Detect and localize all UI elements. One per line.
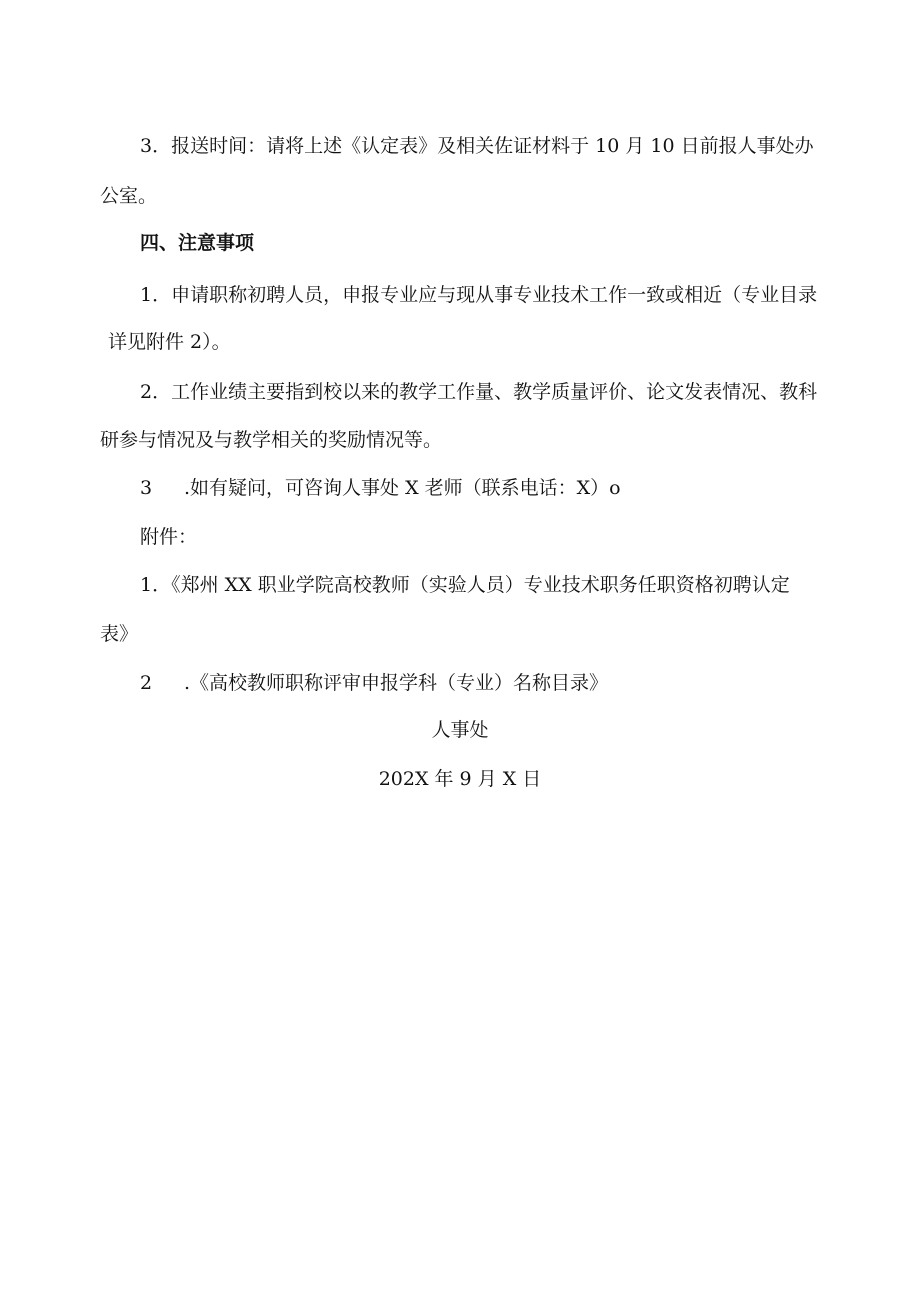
note-1-line-1: 1．申请职称初聘人员，申报专业应与现从事专业技术工作一致或相近（专业目录 — [140, 284, 818, 306]
signature-department: 人事处 — [431, 719, 489, 741]
note-3-text: .如有疑问，可咨询人事处 X 老师（联系电话：X）o — [184, 477, 621, 499]
note-3 — [140, 476, 621, 500]
attachment-1-line-2: 表》 — [100, 623, 139, 645]
attachment-2 — [140, 671, 608, 695]
note-3-number: 3 — [140, 477, 153, 499]
attachment-2-number: 2 — [140, 672, 153, 694]
attachment-1-line-1: 1．《郑州 XX 职业学院高校教师（实验人员）专业技术职务任职资格初聘认定 — [140, 574, 790, 596]
send-time-paragraph-line-1: 3．报送时间：请将上述《认定表》及相关佐证材料于 10 月 10 日前报人事处办 — [140, 135, 814, 157]
send-time-paragraph-line-2: 公室。 — [100, 185, 158, 207]
attachment-2-text: .《高校教师职称评审申报学科（专业）名称目录》 — [184, 672, 609, 694]
note-1-line-2: 详见附件 2）。 — [108, 331, 231, 353]
section-heading-notes: 四、注意事项 — [140, 232, 255, 254]
attachments-label: 附件： — [140, 526, 198, 548]
note-2-line-1: 2．工作业绩主要指到校以来的教学工作量、教学质量评价、论文发表情况、教科 — [140, 381, 818, 403]
note-2-line-2: 研参与情况及与教学相关的奖励情况等。 — [100, 429, 443, 451]
signature-date: 202X 年 9 月 X 日 — [378, 768, 542, 790]
